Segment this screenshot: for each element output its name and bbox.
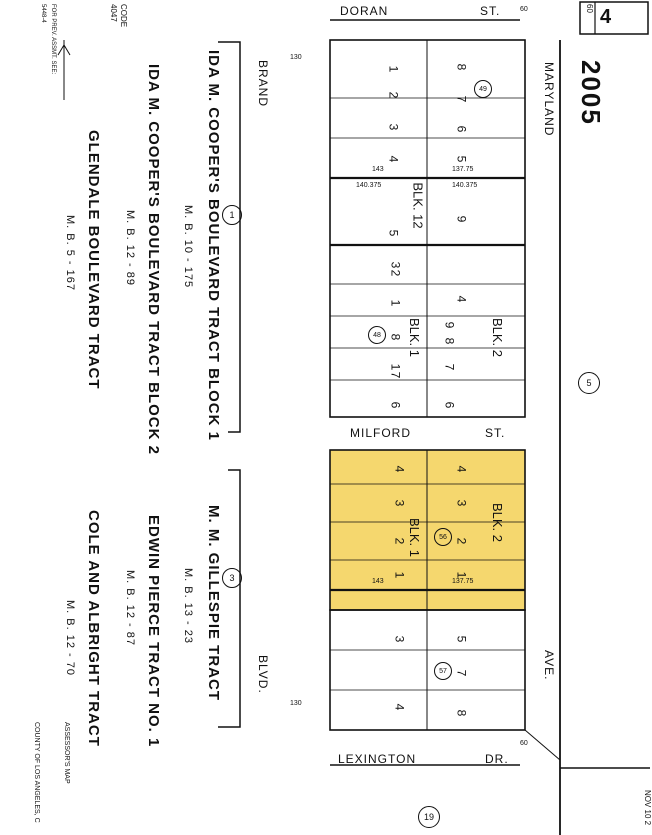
lot-number: 4 (386, 155, 401, 163)
lot-number: 1 (388, 299, 403, 307)
tract-ref-2: M. B. 12 - 89 (124, 210, 136, 286)
tract-ref-1: M. B. 10 - 175 (182, 205, 194, 289)
block-label-2-lower: BLK. 2 (490, 502, 506, 543)
lot-number: 4 (392, 703, 407, 711)
lot-number: 2 (392, 537, 407, 545)
page-number: 4 (600, 6, 612, 28)
code-label: CODE (119, 4, 128, 28)
dim-143-upper: 143 (372, 166, 384, 173)
lot-number: 1 (386, 65, 401, 73)
tract-ref-5: M. B. 12 - 87 (124, 570, 136, 646)
assessor-label: ASSESSOR'S MAP (63, 722, 70, 784)
lot-number: 9 (442, 321, 457, 329)
tract-name-2: IDA M. COOPER'S BOULEVARD TRACT BLOCK 2 (145, 64, 162, 455)
lot-number: 4 (454, 295, 469, 303)
tract-name-5: EDWIN PIERCE TRACT NO. 1 (145, 515, 162, 748)
block-label-2-upper: BLK. 2 (490, 317, 506, 358)
lot-number: 8 (454, 63, 469, 71)
street-doran-st: ST. (480, 4, 501, 18)
dim-60-bottom: 60 (520, 740, 528, 747)
circle-19: 19 (418, 806, 440, 828)
code-value: 4047 (109, 4, 118, 22)
lot-number: 5 (454, 635, 469, 643)
lot-number: 3 (388, 261, 403, 269)
street-brand: BRAND (256, 60, 270, 108)
dim-60-top: 60 (520, 6, 528, 13)
lot-number: 3 (392, 499, 407, 507)
block-label-1-upper: BLK. 1 (407, 317, 423, 358)
street-lexington: LEXINGTON (338, 752, 417, 766)
circle-57: 57 (434, 662, 452, 680)
street-doran: DORAN (340, 4, 389, 18)
lot-number: 7 (442, 363, 457, 371)
prev-assmt-label: FOR PREV. ASSMT. SEE: (50, 4, 56, 75)
block-label-1-lower: BLK. 1 (407, 517, 423, 558)
circle-49: 49 (474, 80, 492, 98)
dim-140-375-right: 140.375 (452, 182, 478, 189)
street-ave: AVE. (542, 650, 556, 681)
lot-number: 4 (454, 465, 469, 473)
lot-number: 3 (386, 123, 401, 131)
lot-number: 8 (388, 333, 403, 341)
dim-130-top: 130 (290, 54, 302, 61)
lot-number: 3 (392, 635, 407, 643)
lot-number: 7 (454, 669, 469, 677)
dim-137-75-upper: 137.75 (452, 166, 474, 173)
lot-number: 2 (454, 537, 469, 545)
lot-number: 6 (454, 125, 469, 133)
book-number: 2005 (576, 60, 606, 126)
lot-number: 1 (392, 571, 407, 579)
street-blvd: BLVD. (256, 655, 270, 694)
street-lexington-dr: DR. (485, 752, 509, 766)
lot-number: 9 (454, 215, 469, 223)
dim-143-lower: 143 (372, 578, 384, 585)
street-milford: MILFORD (350, 426, 411, 440)
tract-circle-4: 3 (222, 568, 242, 588)
lot-number: 6 (442, 401, 457, 409)
lot-number: 8 (454, 709, 469, 717)
lot-number: 3 (454, 499, 469, 507)
corner-code: 60 (585, 4, 594, 13)
lot-number: 7 (388, 371, 403, 379)
lot-number: 7 (454, 95, 469, 103)
circle-48: 48 (368, 326, 386, 344)
dim-140-375-left: 140.375 (356, 182, 382, 189)
block-label-12: BLK. 12 (410, 182, 426, 229)
circle-5: 5 (578, 372, 600, 394)
lot-number: 1 (454, 571, 469, 579)
street-maryland: MARYLAND (542, 62, 556, 137)
tract-name-6: COLE AND ALBRIGHT TRACT (85, 510, 102, 747)
lot-number: 5 (386, 229, 401, 237)
tract-ref-4: M. B. 13 - 23 (182, 568, 194, 644)
lot-number: 2 (388, 269, 403, 277)
date-label: NOV 10 2 (643, 790, 652, 826)
tract-ref-6: M. B. 12 - 70 (64, 600, 76, 676)
lot-number: 2 (386, 91, 401, 99)
tract-name-3: GLENDALE BOULEVARD TRACT (85, 130, 102, 390)
tract-name-1: IDA M. COOPER'S BOULEVARD TRACT BLOCK 1 (205, 50, 222, 441)
circle-56: 56 (434, 528, 452, 546)
lot-number: 8 (442, 337, 457, 345)
tract-ref-3: M. B. 5 - 167 (64, 215, 76, 291)
lot-number: 4 (392, 465, 407, 473)
lot-number: 1 (388, 363, 403, 371)
county-label: COUNTY OF LOS ANGELES, C (33, 722, 40, 823)
tract-name-4: M. M. GILLESPIE TRACT (205, 505, 222, 701)
dim-137-75-lower: 137.75 (452, 578, 474, 585)
street-milford-st: ST. (485, 426, 506, 440)
lot-number: 5 (454, 155, 469, 163)
dim-130-bottom: 130 (290, 700, 302, 707)
prev-assmt-value: 5448-4 (40, 4, 46, 23)
lot-number: 6 (388, 401, 403, 409)
tract-circle-1: 1 (222, 205, 242, 225)
